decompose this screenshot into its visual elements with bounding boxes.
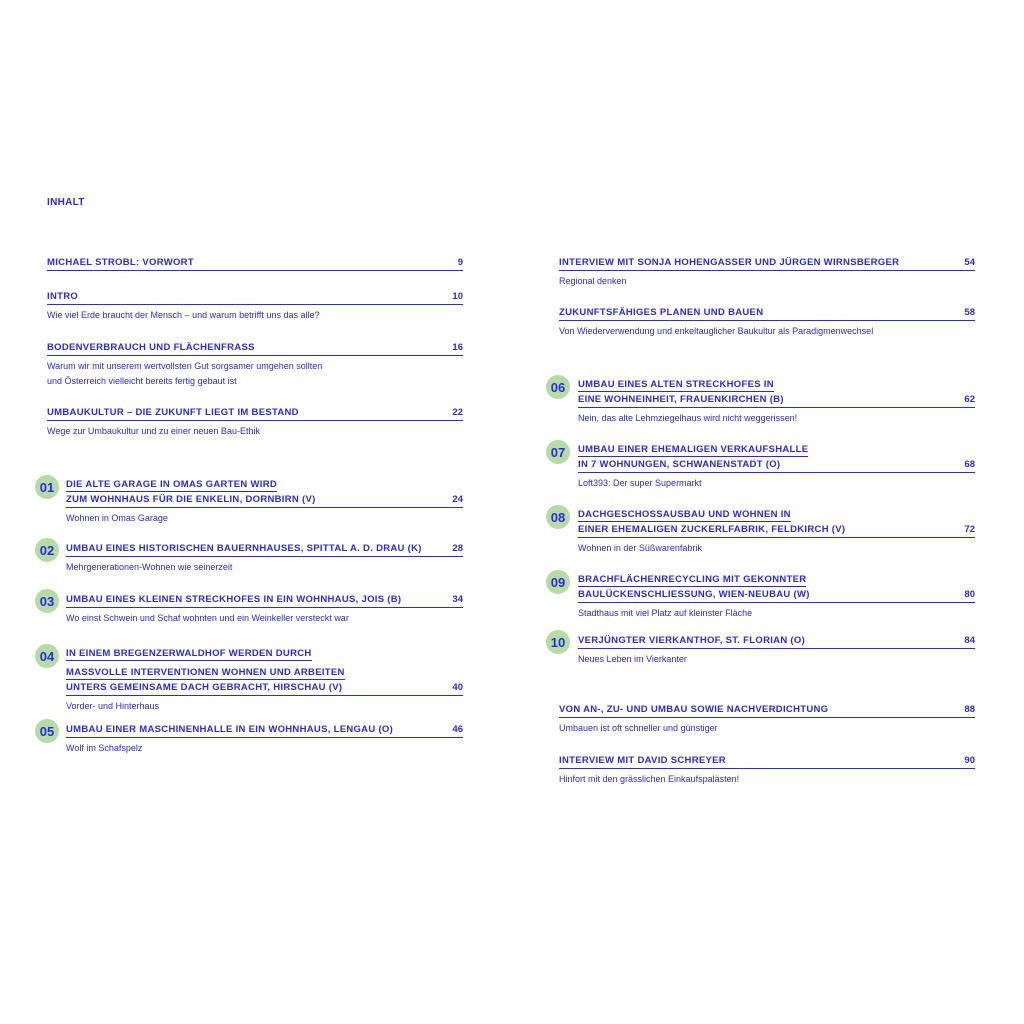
toc-entry: [47, 341, 463, 389]
toc-title: EINER EHEMALIGEN ZUCKERLFABRIK, FELDKIRCH (V): [578, 524, 846, 535]
page-number: 80: [964, 589, 975, 600]
toc-title: INTERVIEW MIT DAVID SCHREYER: [559, 755, 726, 766]
toc-entry: [550, 504, 975, 556]
toc-title: UMBAU EINER MASCHINENHALLE IN EIN WOHNHAUS, LENGAU (O): [66, 724, 394, 735]
toc-link[interactable]: [578, 393, 975, 408]
toc-link[interactable]: [578, 523, 975, 538]
toc-entry: [47, 406, 463, 439]
toc-subtitle: Mehrgenerationen-Wohnen wie seinerzeit: [66, 562, 233, 572]
toc-title: INTERVIEW MIT SONJA HOHENGASSER UND JÜRGEN WIRNSBERGER: [559, 257, 900, 268]
toc-subtitle: Hinfort mit den grässlichen Einkaufspalästen!: [559, 774, 740, 784]
toc-title: UMBAU EINES KLEINEN STRECKHOFES IN EIN WOHNHAUS, JOIS (B): [66, 594, 402, 605]
toc-entry: [39, 474, 463, 526]
toc-subtitle: Wohnen in Omas Garage: [66, 513, 168, 523]
toc-entry: [550, 374, 975, 426]
page-number: 88: [964, 704, 975, 715]
toc-subtitle: Wie viel Erde braucht der Mensch – und warum betrifft uns das alle?: [47, 310, 320, 320]
toc-title-line[interactable]: BRACHFLÄCHENRECYCLING MIT GEKONNTER: [578, 574, 807, 585]
toc-link[interactable]: [47, 256, 463, 271]
toc-entry: [550, 569, 975, 621]
page-number: 22: [452, 407, 463, 418]
toc-title: UNTERS GEMEINSAME DACH GEBRACHT, HIRSCHAU (V): [66, 682, 343, 693]
chapter-number-badge: 07: [546, 440, 570, 464]
toc-subtitle: Regional denken: [559, 276, 627, 286]
toc-subtitle: Nein, das alte Lehmziegelhaus wird nicht weggerissen!: [578, 413, 798, 423]
toc-entry: [39, 723, 463, 756]
page-number: 40: [452, 682, 463, 693]
toc-title: VERJÜNGTER VIERKANTHOF, ST. FLORIAN (O): [578, 635, 806, 646]
toc-subtitle: Neues Leben im Vierkanter: [578, 654, 687, 664]
page-number: 54: [964, 257, 975, 268]
page-number: 72: [964, 524, 975, 535]
toc-link[interactable]: [559, 306, 975, 321]
toc-subtitle: Warum wir mit unserem wertvollsten Gut sorgsamer umgehen sollten: [47, 361, 323, 371]
chapter-number-badge: 10: [546, 630, 570, 654]
chapter-number-badge: 05: [35, 719, 59, 743]
toc-entry: [559, 256, 975, 289]
page-number: 10: [452, 291, 463, 302]
toc-title: UMBAU EINES HISTORISCHEN BAUERNHAUSES, SPITTAL A. D. DRAU (K): [66, 543, 422, 554]
page-number: 62: [964, 394, 975, 405]
toc-subtitle: und Österreich vielleicht bereits fertig gebaut ist: [47, 376, 237, 386]
chapter-number-badge: 06: [546, 375, 570, 399]
toc-subtitle: Wege zur Umbaukultur und zu einer neuen Bau-Ethik: [47, 426, 260, 436]
toc-entry: [39, 593, 463, 626]
page-number: 46: [452, 724, 463, 735]
page-number: 9: [457, 257, 463, 268]
toc-link[interactable]: [66, 723, 463, 738]
chapter-number-badge: 08: [546, 505, 570, 529]
toc-link[interactable]: [66, 542, 463, 557]
toc-title-line[interactable]: DACHGESCHOSSAUSBAU UND WOHNEN IN: [578, 509, 791, 520]
toc-entry: [39, 643, 463, 714]
toc-title: UMBAUKULTUR – DIE ZUKUNFT LIEGT IM BESTAND: [47, 407, 299, 418]
toc-subtitle: Loft393: Der super Supermarkt: [578, 478, 702, 488]
toc-entry: [550, 634, 975, 667]
toc-link[interactable]: [559, 703, 975, 718]
toc-subtitle: Wo einst Schwein und Schaf wohnten und ein Weinkeller versteckt war: [66, 613, 349, 623]
page-number: 16: [452, 342, 463, 353]
toc-title-line[interactable]: DIE ALTE GARAGE IN OMAS GARTEN WIRD: [66, 479, 278, 490]
chapter-number-badge: 01: [35, 475, 59, 499]
toc-link[interactable]: [66, 681, 463, 696]
toc-link[interactable]: [66, 493, 463, 508]
toc-entry: [559, 306, 975, 339]
toc-title: EINE WOHNEINHEIT, FRAUENKIRCHEN (B): [578, 394, 784, 405]
toc-title-line[interactable]: IN EINEM BREGENZERWALDHOF WERDEN DURCH: [66, 648, 312, 659]
toc-link[interactable]: [66, 593, 463, 608]
page-title: INHALT: [47, 197, 85, 208]
page-number: 58: [964, 307, 975, 318]
page-number: 28: [452, 543, 463, 554]
toc-title: MICHAEL STROBL: VORWORT: [47, 257, 194, 268]
toc-subtitle: Vorder- und Hinterhaus: [66, 701, 160, 711]
page-number: 24: [452, 494, 463, 505]
page-number: 90: [964, 755, 975, 766]
toc-subtitle: Stadthaus mit viel Platz auf kleinster Fläche: [578, 608, 753, 618]
toc-link[interactable]: [578, 634, 975, 649]
toc-entry: [550, 439, 975, 491]
page-number: 84: [964, 635, 975, 646]
toc-title: ZUKUNFTSFÄHIGES PLANEN UND BAUEN: [559, 307, 764, 318]
toc-link[interactable]: [47, 406, 463, 421]
toc-entry: [559, 703, 975, 736]
toc-entry: [47, 256, 463, 271]
page-number: 34: [452, 594, 463, 605]
toc-title: VON AN-, ZU- UND UMBAU SOWIE NACHVERDICHTUNG: [559, 704, 829, 715]
toc-title-line[interactable]: UMBAU EINER EHEMALIGEN VERKAUFSHALLE: [578, 444, 809, 455]
toc-entry: [47, 290, 463, 323]
toc-link[interactable]: [559, 754, 975, 769]
page-number: 68: [964, 459, 975, 470]
toc-entry: [39, 542, 463, 575]
chapter-number-badge: 09: [546, 570, 570, 594]
toc-link[interactable]: [47, 341, 463, 356]
toc-subtitle: Von Wiederverwendung und enkeltauglicher Baukultur als Paradigmenwechsel: [559, 326, 874, 336]
chapter-number-badge: 03: [35, 589, 59, 613]
toc-link[interactable]: [578, 458, 975, 473]
toc-link[interactable]: [47, 290, 463, 305]
toc-subtitle: Wohnen in der Süßwarenfabrik: [578, 543, 702, 553]
toc-title-line[interactable]: MASSVOLLE INTERVENTIONEN WOHNEN UND ARBEITEN: [66, 667, 345, 678]
toc-title: ZUM WOHNHAUS FÜR DIE ENKELIN, DORNBIRN (V): [66, 494, 316, 505]
toc-title: INTRO: [47, 291, 79, 302]
chapter-number-badge: 02: [35, 538, 59, 562]
toc-title: BAULÜCKENSCHLIESSUNG, WIEN-NEUBAU (W): [578, 589, 810, 600]
toc-link[interactable]: [559, 256, 975, 271]
toc-entry: [559, 754, 975, 787]
toc-link[interactable]: [578, 588, 975, 603]
toc-title-line[interactable]: UMBAU EINES ALTEN STRECKHOFES IN: [578, 379, 774, 390]
toc-title: IN 7 WOHNUNGEN, SCHWANENSTADT (O): [578, 459, 781, 470]
toc-title: BODENVERBRAUCH UND FLÄCHENFRASS: [47, 342, 255, 353]
toc-subtitle: Umbauen ist oft schneller und günstiger: [559, 723, 718, 733]
toc-subtitle: Wolf im Schafspelz: [66, 743, 143, 753]
chapter-number-badge: 04: [35, 644, 59, 668]
